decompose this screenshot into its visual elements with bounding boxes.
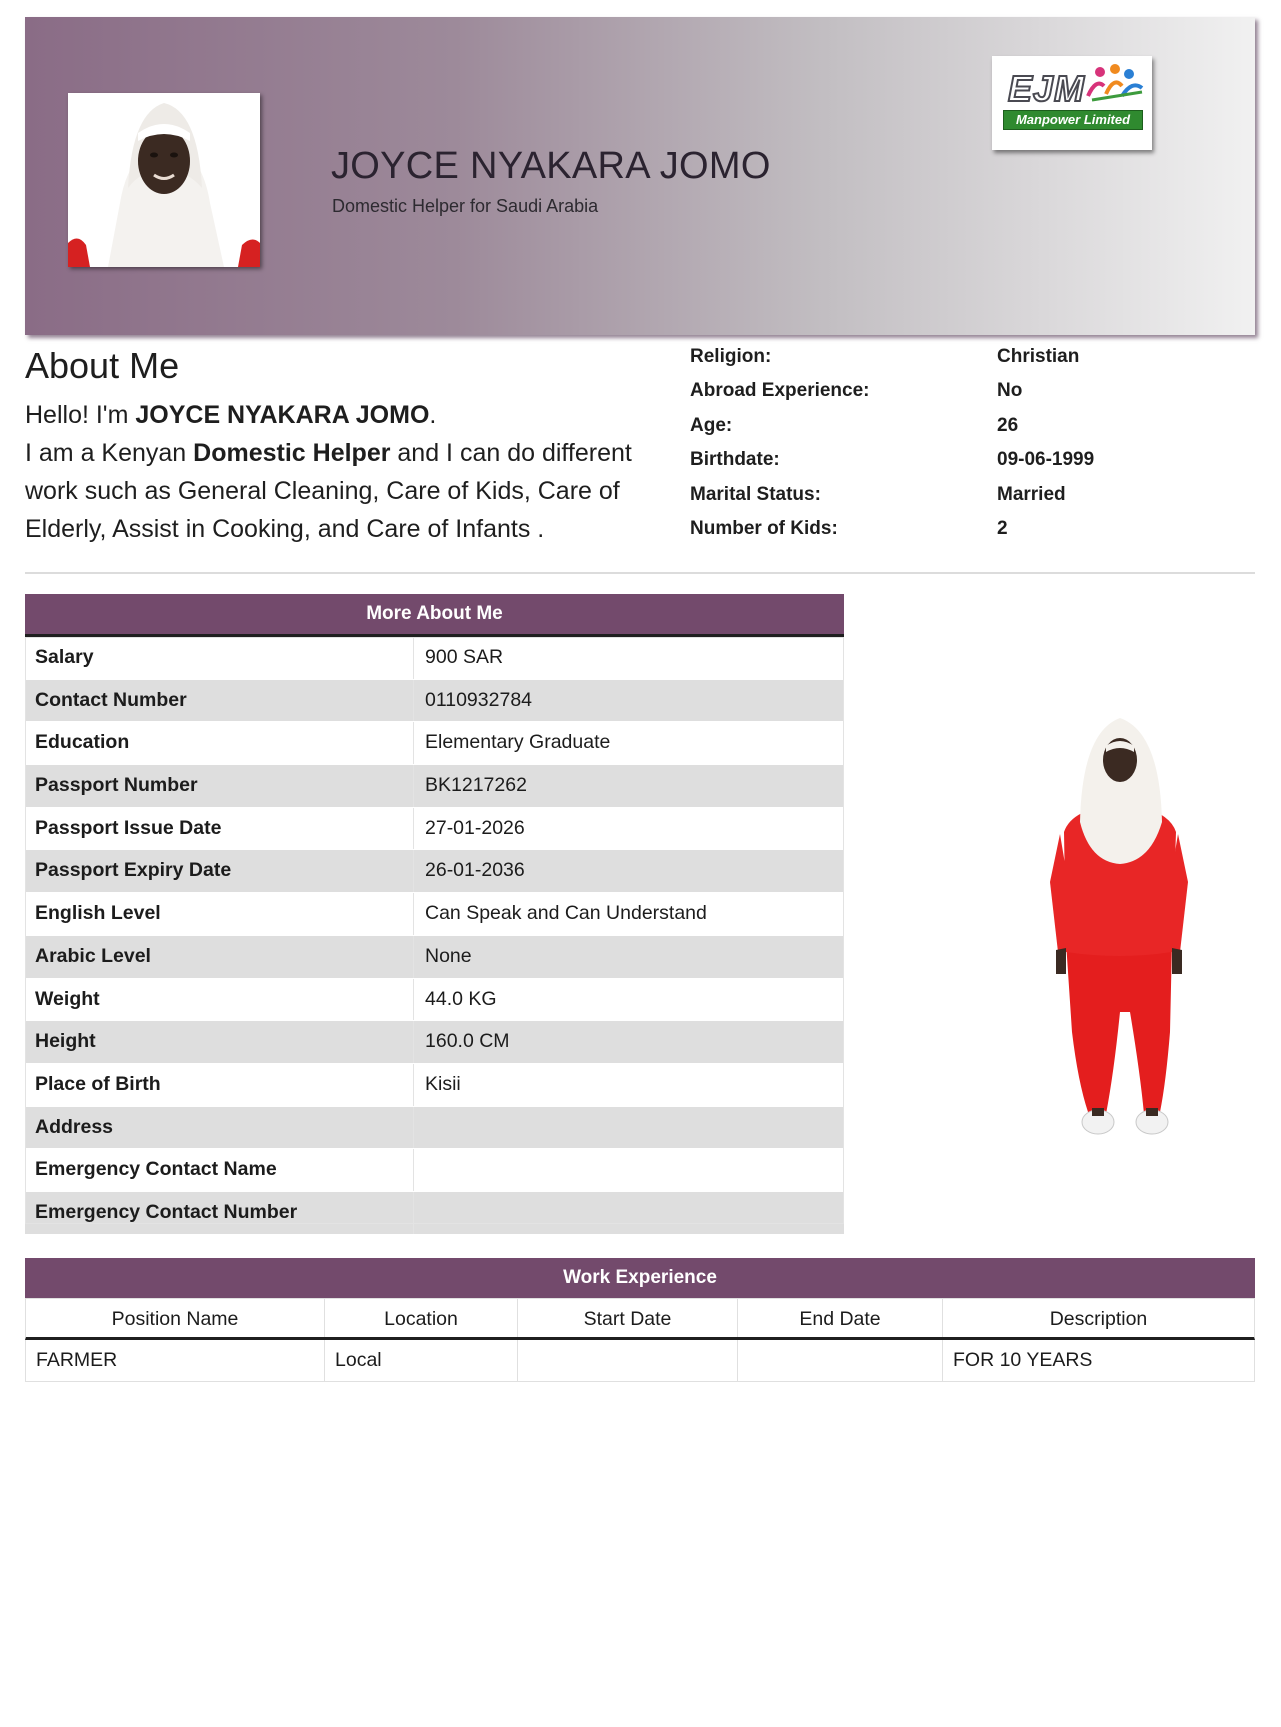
full-body-image xyxy=(1020,712,1220,1182)
cell-start-date xyxy=(518,1340,738,1381)
row-value xyxy=(415,1192,844,1234)
fact-value: 26 xyxy=(997,414,1019,436)
logo-tagline: Manpower Limited xyxy=(1015,112,1131,127)
logo-band xyxy=(1003,110,1143,130)
greeting-suffix: . xyxy=(429,401,437,429)
row-label: English Level xyxy=(25,893,414,935)
fact-value: Married xyxy=(997,483,1066,505)
greeting-name: JOYCE NYAKARA JOMO xyxy=(135,401,430,429)
row-label: Height xyxy=(25,1021,414,1063)
work-experience-column-headers xyxy=(25,1298,1255,1340)
row-label: Passport Number xyxy=(25,765,414,807)
cell-end-date xyxy=(738,1340,943,1381)
job-title-subheading: Domestic Helper for Saudi Arabia xyxy=(332,196,599,216)
row-label: Education xyxy=(25,722,414,764)
row-label: Arabic Level xyxy=(25,936,414,978)
greeting-prefix: Hello! I'm xyxy=(25,401,136,429)
more-about-me-table xyxy=(25,594,844,1235)
table-row xyxy=(25,1192,844,1235)
fact-value: 09-06-1999 xyxy=(997,449,1095,471)
cell-location: Local xyxy=(325,1340,518,1381)
column-header-position: Position Name xyxy=(26,1299,325,1337)
work-experience-header: Work Experience xyxy=(25,1258,1255,1298)
about-me-heading: About Me xyxy=(25,345,180,386)
table-row xyxy=(25,1149,844,1192)
table-row xyxy=(25,1021,844,1064)
section-divider xyxy=(25,572,1255,574)
table-row xyxy=(25,1064,844,1107)
row-label: Emergency Contact Number xyxy=(25,1192,414,1234)
company-logo xyxy=(992,56,1152,150)
row-label: Salary xyxy=(25,637,414,679)
row-label: Passport Issue Date xyxy=(25,808,414,850)
fact-label: Marital Status: xyxy=(690,483,821,505)
portrait-image xyxy=(68,93,260,267)
column-header-location: Location xyxy=(325,1299,518,1337)
intro-prefix: I am a Kenyan xyxy=(25,439,194,467)
row-value: Elementary Graduate xyxy=(425,731,611,754)
row-value: Can Speak and Can Understand xyxy=(425,902,707,925)
table-row xyxy=(25,936,844,979)
fact-religion xyxy=(690,340,1255,374)
fact-value: No xyxy=(997,380,1023,402)
row-label: Emergency Contact Name xyxy=(25,1149,414,1191)
intro-rest: and I can do different work such as General Cleaning, Care of Kids, Care of Elderly, Assist in Cooking, and Care of Infants . xyxy=(25,439,632,543)
fact-value: Christian xyxy=(997,346,1080,367)
fact-label: Religion: xyxy=(690,346,772,367)
fact-abroad-experience xyxy=(690,374,1255,408)
column-header-description: Description xyxy=(1049,1308,1148,1330)
table-row xyxy=(25,637,844,680)
candidate-name-heading: JOYCE NYAKARA JOMO xyxy=(331,145,771,187)
table-row xyxy=(25,893,844,936)
fact-number-of-kids xyxy=(690,512,1255,546)
table-row xyxy=(25,722,844,765)
quick-facts-list xyxy=(690,340,1255,546)
column-header-start-date: Start Date xyxy=(518,1299,738,1337)
row-label: Passport Expiry Date xyxy=(25,850,414,892)
fact-label: Birthdate: xyxy=(690,449,780,471)
row-value: BK1217262 xyxy=(425,774,527,797)
column-header-end-date: End Date xyxy=(738,1299,943,1337)
table-row xyxy=(25,808,844,851)
row-value: 160.0 CM xyxy=(425,1030,510,1053)
table-row xyxy=(25,850,844,893)
row-value: 900 SAR xyxy=(425,646,504,668)
cell-description: FOR 10 YEARS xyxy=(953,1349,1093,1371)
fact-label: Age: xyxy=(690,414,733,436)
table-row xyxy=(25,765,844,808)
row-label: Weight xyxy=(25,979,414,1021)
row-value: Kisii xyxy=(425,1072,461,1095)
about-me-paragraph xyxy=(25,396,645,548)
fact-age xyxy=(690,409,1255,443)
row-label: Address xyxy=(25,1107,414,1149)
row-value: None xyxy=(425,944,472,967)
table-row xyxy=(25,979,844,1022)
row-value: 26-01-2036 xyxy=(425,859,525,882)
fact-birthdate xyxy=(690,443,1255,477)
portrait-photo xyxy=(68,93,260,267)
full-body-photo xyxy=(1020,712,1220,1182)
row-value: 0110932784 xyxy=(425,688,533,711)
row-label: Contact Number xyxy=(25,680,414,722)
table-row xyxy=(25,680,844,723)
cell-position: FARMER xyxy=(26,1340,325,1381)
more-about-me-header: More About Me xyxy=(25,594,844,637)
table-row xyxy=(25,1107,844,1150)
row-value xyxy=(415,1149,844,1191)
work-experience-table xyxy=(25,1258,1255,1382)
profile-header-banner xyxy=(25,17,1255,335)
fact-label: Abroad Experience: xyxy=(690,380,870,402)
table-row xyxy=(25,1340,1255,1382)
row-value: 44.0 KG xyxy=(425,987,497,1010)
row-value xyxy=(415,1107,844,1149)
fact-value: 2 xyxy=(997,517,1008,539)
intro-role: Domestic Helper xyxy=(193,439,391,467)
row-value: 27-01-2026 xyxy=(425,816,525,839)
logo-wordmark: EJM xyxy=(1008,68,1086,109)
row-label: Place of Birth xyxy=(25,1064,414,1106)
fact-label: Number of Kids: xyxy=(690,517,838,539)
fact-marital-status xyxy=(690,478,1255,512)
